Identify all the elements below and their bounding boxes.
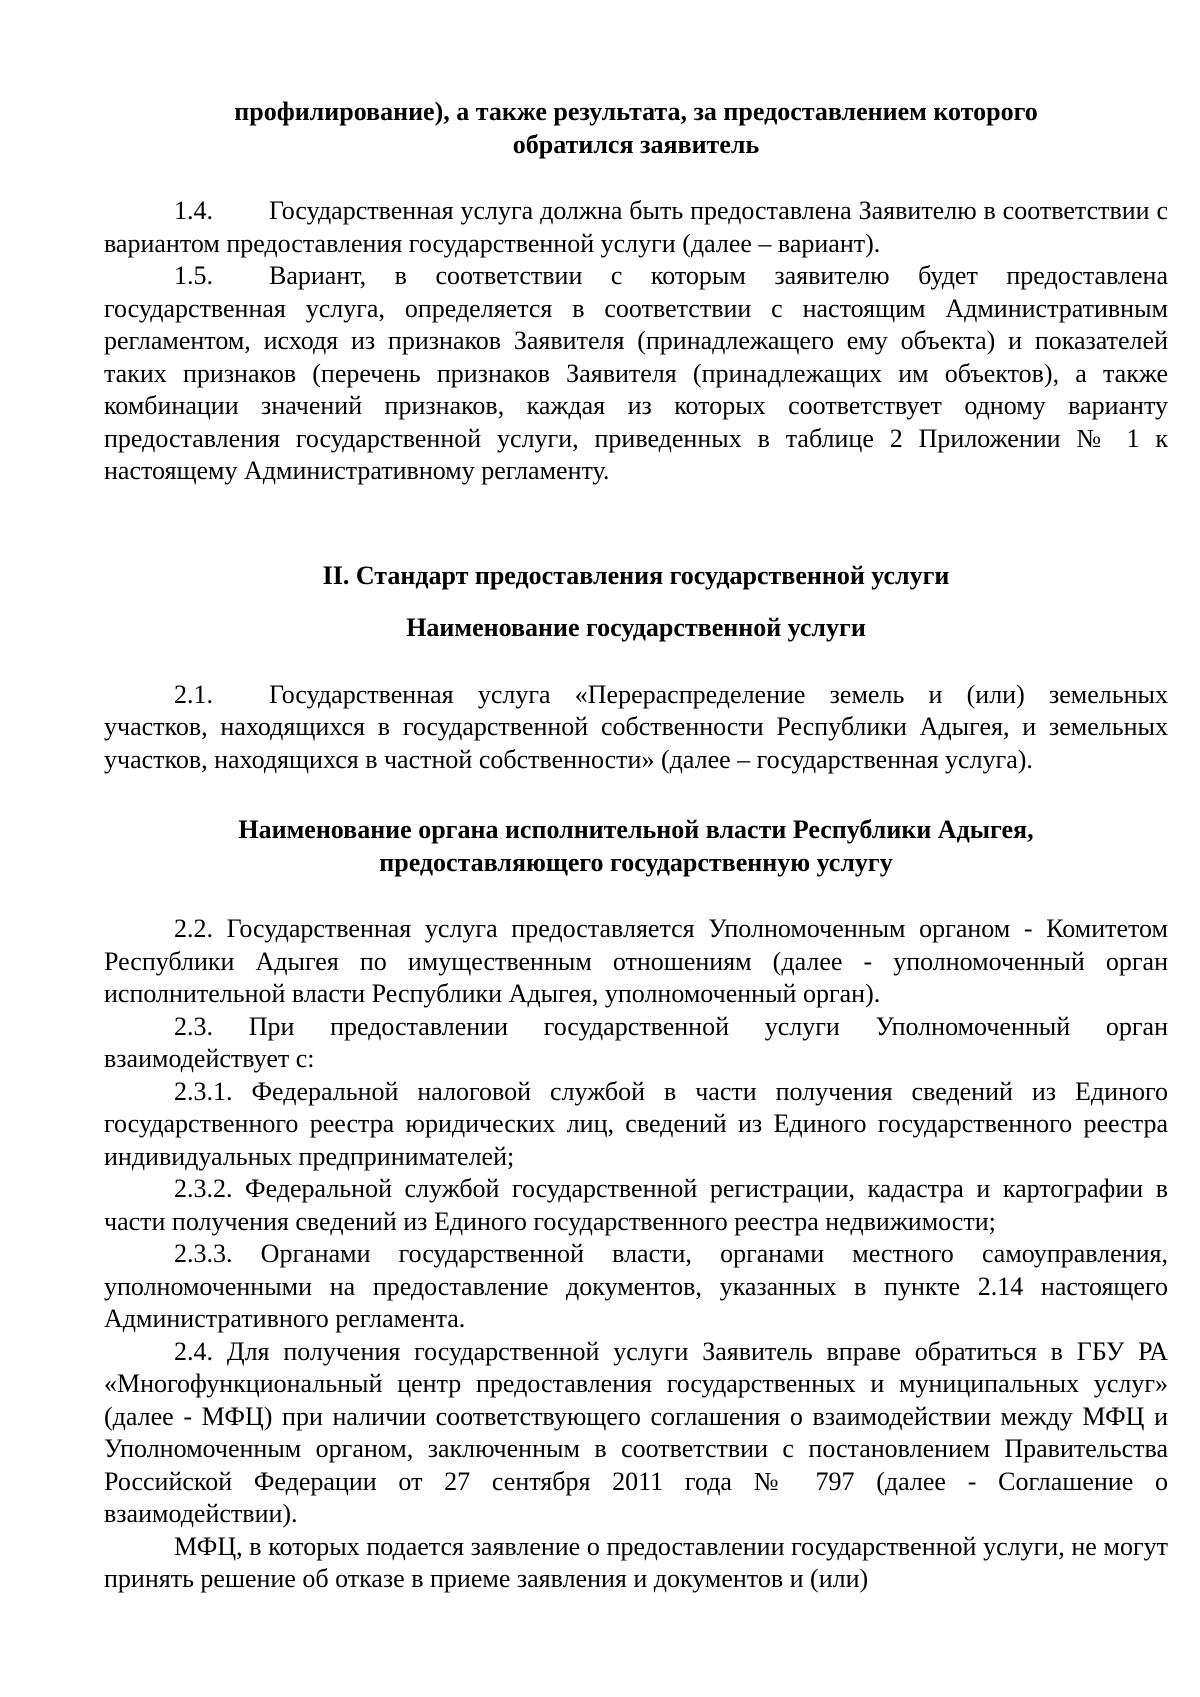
paragraph-2-3-2: 2.3.2. Федеральной службой государственной регистрации, кадастра и картографии в части получения сведений из Единого государственного реестра недвижимости;	[104, 1174, 1168, 1236]
paragraph-2-1	[104, 679, 1168, 777]
spacer	[104, 645, 1168, 679]
paragraph-2-4: 2.4. Для получения государственной услуги Заявитель вправе обратиться в ГБУ РА «Многофункциональный центр предоставления государственных и муниципальных услуг» (далее - МФЦ) при наличии соответствующего соглашения о взаимодействии между МФЦ и Уполномоченным органом, заключенным в соответствии с постановлением Правительства Российской Федерации от 27 сентября 2011 года № 797 (далее - Соглашение о взаимодействии).	[104, 1336, 1168, 1528]
heading-continued-line-1: профилирование), а также результата, за предоставлением которого	[234, 97, 1038, 126]
paragraph-text: Государственная услуга «Перераспределение земель и (или) земельных участков, находящихся в государственной собственности Республики Адыгея, и земельных участков, находящихся в частной собственности» (далее – государственная услуга).	[104, 679, 1168, 774]
spacer	[104, 879, 1168, 913]
spacer	[104, 161, 1168, 195]
spacer	[104, 592, 1168, 612]
spacer	[104, 776, 1168, 814]
document-page	[104, 96, 1168, 1596]
paragraph-1-5	[104, 260, 1168, 488]
subsection-organ-title-line-1: Наименование органа исполнительной власти Республики Адыгея,	[238, 815, 1034, 844]
paragraph-1-4	[104, 195, 1168, 260]
paragraph-2-2: 2.2. Государственная услуга предоставляется Уполномоченным органом - Комитетом Республики Адыгея по имущественным отношениям (далее - уполномоченный орган исполнительной власти Республики Адыгея, уполномоченный орган).	[104, 914, 1168, 1008]
paragraph-mfc: МФЦ, в которых подается заявление о предоставлении государственной услуги, не могут принять решение об отказе в приеме заявления и документов и (или)	[104, 1531, 1168, 1593]
paragraph-number: 1.5.	[174, 261, 213, 290]
subsection-organ-title-line-2: предоставляющего государственную услугу	[379, 847, 893, 877]
subsection-service-name-title: Наименование государственной услуги	[406, 613, 866, 642]
paragraph-number: 1.4.	[174, 196, 213, 225]
paragraph-text: Вариант, в соответствии с которым заявителю будет предоставлена государственная услуга, определяется в соответствии с настоящим Административным регламентом, исходя из признаков Заявителя (принадлежащего ему объекта) и показателей таких признаков (перечень признаков Заявителя (принадлежащих им объектов), а также комбинации значений признаков, каждая из которых соответствует одному варианту предоставления государственной услуги, приведенных в таблице 2 Приложении № 1 к настоящему Административному регламенту.	[104, 261, 1168, 485]
paragraph-text: Государственная услуга должна быть предоставлена Заявителю в соответствии с вариантом предоставления государственной услуги (далее – вариант).	[104, 196, 1168, 258]
paragraph-2-3: 2.3. При предоставлении государственной услуги Уполномоченный орган взаимодействует с:	[104, 1011, 1168, 1073]
heading-continued-line-2: обратился заявитель	[512, 129, 760, 159]
spacer	[104, 488, 1168, 560]
paragraph-2-3-1: 2.3.1. Федеральной налоговой службой в части получения сведений из Единого государственного реестра юридических лиц, сведений из Единого государственного реестра индивидуальных предпринимателей;	[104, 1076, 1168, 1171]
section-2-title: II. Стандарт предоставления государственной услуги	[322, 560, 950, 590]
paragraph-number: 2.1.	[174, 679, 213, 709]
paragraph-2-3-3: 2.3.3. Органами государственной власти, органами местного самоуправления, уполномоченными на предоставление документов, указанных в пункте 2.14 настоящего Административного регламента.	[104, 1239, 1168, 1333]
